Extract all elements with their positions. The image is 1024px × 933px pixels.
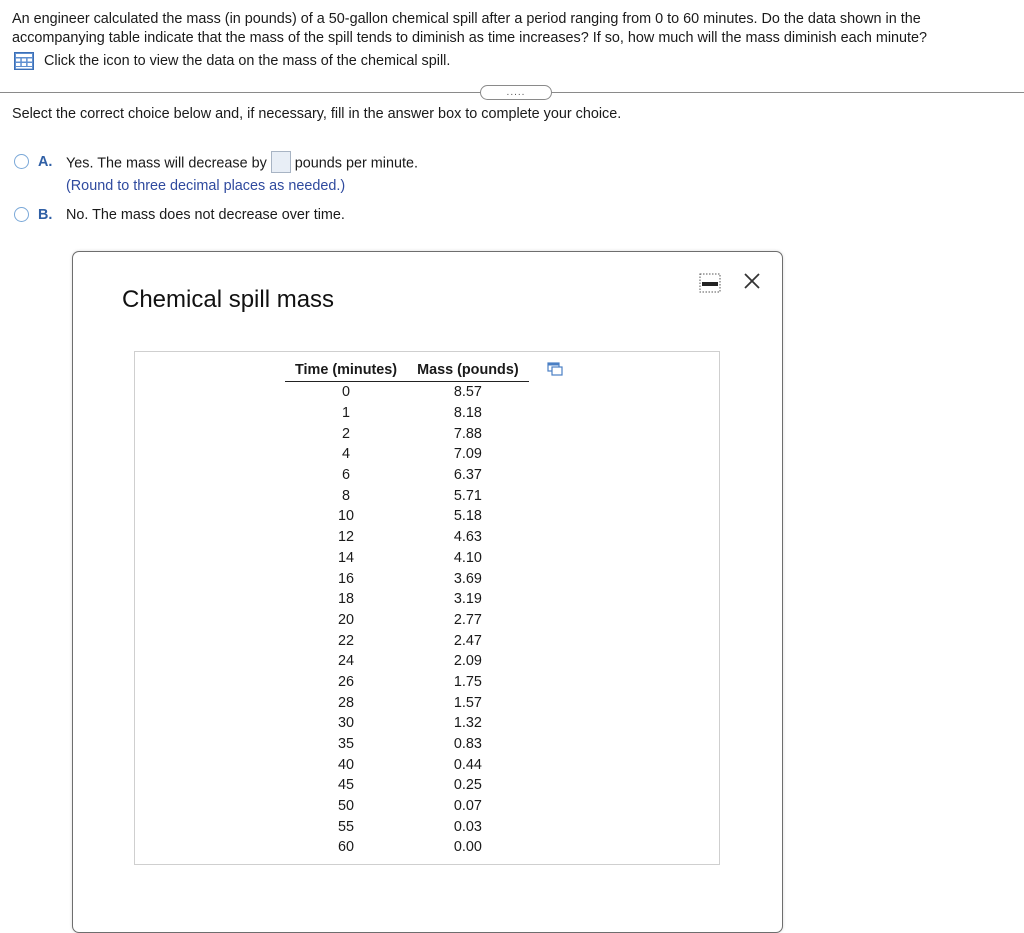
modal-title: Chemical spill mass (122, 286, 335, 313)
mass-cell: 0.83 (453, 736, 482, 753)
time-cell: 0 (342, 384, 351, 401)
time-cell: 24 (338, 653, 355, 670)
choice-a-text-before: Yes. The mass will decrease by (66, 155, 267, 172)
close-icon[interactable] (741, 270, 763, 292)
mass-cell: 5.18 (453, 508, 482, 525)
table-header-row (285, 359, 529, 382)
copy-icon[interactable] (547, 362, 563, 376)
mass-cell: 2.09 (453, 653, 482, 670)
question-text: An engineer calculated the mass (in pounds) of a 50-gallon chemical spill after a period ranging from 0 to 60 minutes. Do the data shown in the accompanying table indicate that the mass of the spill tends to diminish as time increases? If so, how much will the mass diminish each minute? (12, 11, 928, 46)
choice-a-radio[interactable] (14, 154, 29, 169)
table-row (285, 506, 529, 527)
table-row (285, 651, 529, 672)
table-row (285, 589, 529, 610)
data-table (285, 359, 529, 858)
choice-a-text-after: pounds per minute. (294, 155, 418, 172)
table-row (285, 548, 529, 569)
time-cell: 60 (338, 839, 355, 856)
time-cell: 12 (338, 529, 355, 546)
time-cell: 45 (338, 777, 355, 794)
time-cell: 8 (342, 487, 351, 504)
time-cell: 10 (338, 508, 355, 525)
table-row (285, 734, 529, 755)
mass-cell: 1.32 (453, 715, 482, 732)
choice-b-radio[interactable] (14, 207, 29, 222)
header-mass: Mass (pounds) (407, 359, 529, 382)
time-cell: 22 (338, 632, 355, 649)
answer-input[interactable] (271, 151, 291, 173)
mass-cell: 5.71 (453, 487, 482, 504)
mass-cell: 2.47 (453, 632, 482, 649)
choice-a-hint: (Round to three decimal places as needed.) (66, 178, 346, 194)
choice-b-text: No. The mass does not decrease over time. (66, 207, 345, 223)
time-cell: 4 (342, 446, 351, 463)
mass-cell: 3.19 (453, 591, 482, 608)
mass-cell: 6.37 (453, 467, 482, 484)
table-row (285, 610, 529, 631)
time-cell: 18 (338, 591, 355, 608)
minimize-icon[interactable] (699, 273, 721, 293)
mass-cell: 4.10 (453, 549, 482, 566)
choice-a-body (66, 154, 418, 194)
table-row (285, 796, 529, 817)
table-row (285, 672, 529, 693)
table-icon[interactable] (14, 52, 34, 70)
time-cell: 50 (338, 798, 355, 815)
choice-a[interactable] (14, 154, 418, 194)
time-cell: 14 (338, 549, 355, 566)
table-row (285, 568, 529, 589)
mass-cell: 0.07 (453, 798, 482, 815)
time-cell: 30 (338, 715, 355, 732)
time-cell: 2 (342, 425, 351, 442)
data-link[interactable] (14, 52, 450, 70)
choice-a-letter: A. (38, 154, 53, 170)
mass-cell: 8.18 (453, 405, 482, 422)
mass-cell: 8.57 (453, 384, 482, 401)
mass-cell: 1.57 (453, 694, 482, 711)
table-body (285, 382, 529, 858)
table-row (285, 382, 529, 403)
mass-cell: 0.00 (453, 839, 482, 856)
mass-cell: 0.03 (453, 818, 482, 835)
time-cell: 26 (338, 673, 355, 690)
data-modal (72, 251, 783, 933)
time-cell: 16 (338, 570, 355, 587)
table-row (285, 527, 529, 548)
time-cell: 28 (338, 694, 355, 711)
table-row (285, 444, 529, 465)
table-row (285, 754, 529, 775)
mass-cell: 7.09 (453, 446, 482, 463)
table-frame (134, 351, 720, 865)
table-row (285, 713, 529, 734)
mass-cell: 0.25 (453, 777, 482, 794)
table-row (285, 485, 529, 506)
mass-cell: 0.44 (453, 756, 482, 773)
mass-cell: 3.69 (453, 570, 482, 587)
mass-cell: 1.75 (453, 673, 482, 690)
mass-cell: 2.77 (453, 611, 482, 628)
data-link-text[interactable]: Click the icon to view the data on the mass of the chemical spill. (44, 53, 451, 69)
header-time: Time (minutes) (285, 359, 407, 382)
choice-b[interactable] (14, 207, 345, 223)
time-cell: 55 (338, 818, 355, 835)
mass-cell: 4.63 (453, 529, 482, 546)
time-cell: 6 (342, 467, 351, 484)
time-cell: 40 (338, 756, 355, 773)
time-cell: 35 (338, 736, 355, 753)
table-row (285, 692, 529, 713)
instruction-text: Select the correct choice below and, if necessary, fill in the answer box to complete your choice. (12, 106, 622, 122)
table-row (285, 630, 529, 651)
table-row (285, 465, 529, 486)
mass-cell: 7.88 (453, 425, 482, 442)
table-row (285, 775, 529, 796)
time-cell: 20 (338, 611, 355, 628)
choice-b-letter: B. (38, 207, 53, 223)
table-row (285, 423, 529, 444)
table-row (285, 403, 529, 424)
time-cell: 1 (342, 405, 351, 422)
table-row (285, 837, 529, 858)
expand-button[interactable]: ..... (480, 85, 552, 100)
table-row (285, 816, 529, 837)
